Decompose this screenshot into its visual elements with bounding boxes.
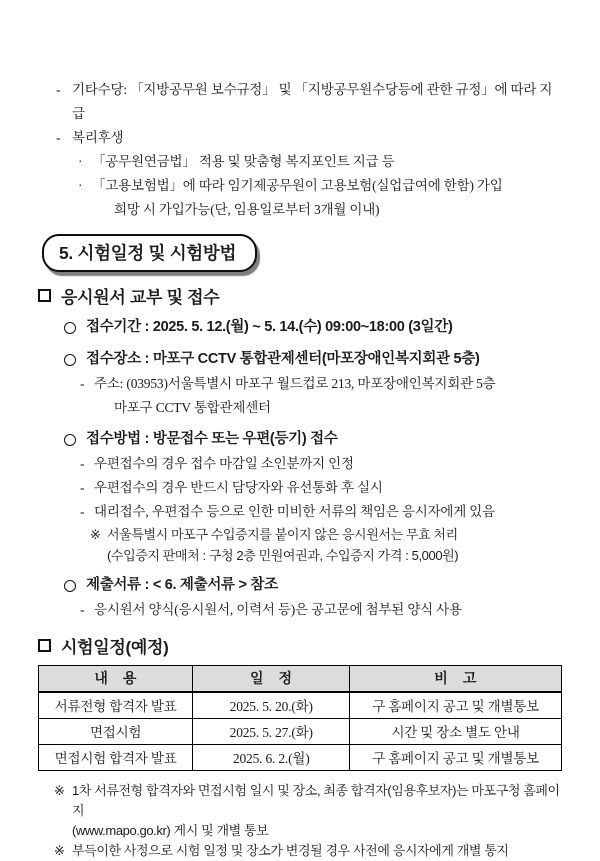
compensation-line: [38, 126, 562, 150]
footnote-continuation: (www.mapo.go.kr) 게시 및 개별 통보: [72, 823, 269, 838]
footnote-text: 부득이한 사정으로 시험 일정 및 장소가 변경될 경우 사전에 응시자에게 개별 통지: [72, 843, 509, 858]
table-row: [39, 745, 562, 771]
footnote-text: 1차 서류전형 합격자와 면접시험 일시 및 장소, 최종 합격자(임용후보자)는 마포구청 홈페이지: [72, 783, 560, 818]
reference-mark: ※: [90, 527, 101, 542]
dash-bullet: -: [56, 130, 61, 145]
table-cell: 구 홈페이지 공고 및 개별통보: [350, 692, 562, 719]
address-line-1: [38, 372, 562, 396]
compensation-line: [38, 198, 562, 222]
receipt-place-line: [38, 346, 562, 372]
method-note-line: [38, 452, 562, 476]
stamp-warning-text: 서울특별시 마포구 수입증지를 붙이지 않은 응시원서는 무효 처리: [107, 527, 458, 542]
table-cell: 2025. 5. 27.(화): [193, 719, 350, 745]
compensation-text: 「고용보험법」에 따라 임기제공무원이 고용보험(실업급여에 한함) 가입: [92, 178, 503, 193]
footnote: [54, 841, 562, 861]
compensation-line: [38, 150, 562, 174]
documents-note-line: [38, 598, 562, 622]
table-cell: 2025. 6. 2.(월): [193, 745, 350, 771]
receipt-method-text: 접수방법 : 방문접수 또는 우편(등기) 접수: [86, 431, 338, 447]
receipt-period-line: [38, 314, 562, 340]
schedule-heading-label: 시험일정(예정): [61, 638, 169, 657]
reference-mark: ※: [54, 783, 65, 798]
table-cell: 시간 및 장소 별도 안내: [350, 719, 562, 745]
table-cell: 면접시험: [39, 719, 193, 745]
circle-bullet-icon: [64, 322, 76, 334]
submit-documents-text: 제출서류 : < 6. 제출서류 > 참조: [86, 577, 278, 593]
schedule-heading: [38, 633, 562, 658]
method-note-text: 대리접수, 우편접수 등으로 인한 미비한 서류의 책임은 응시자에게 있음: [94, 504, 495, 519]
table-row: [39, 719, 562, 745]
stamp-price-line: (수입증지 판매처 : 구청 2층 민원여권과, 수입증지 가격 : 5,000원): [107, 548, 459, 563]
section-5-title-box: 5. 시험일정 및 시험방법: [42, 234, 257, 272]
footnote: [54, 781, 562, 821]
table-header-row: [39, 666, 562, 693]
application-heading: [38, 283, 562, 308]
stamp-warning-line: [38, 524, 562, 545]
table-cell: 서류전형 합격자 발표: [39, 692, 193, 719]
table-header-remark: 비 고: [350, 666, 562, 693]
table-cell: 구 홈페이지 공고 및 개별통보: [350, 745, 562, 771]
circle-bullet-icon: [64, 354, 76, 366]
schedule-table: [38, 665, 562, 771]
compensation-line: [38, 174, 562, 198]
receipt-period-text: 접수기간 : 2025. 5. 12.(월) ~ 5. 14.(수) 09:00~18:00 (3일간): [86, 319, 453, 335]
documents-note-text: 응시원서 양식(응시원서, 이력서 등)은 공고문에 첨부된 양식 사용: [94, 602, 462, 617]
compensation-section: [38, 78, 562, 222]
compensation-text: 희망 시 가입가능(단, 임용일로부터 3개월 이내): [114, 202, 380, 217]
square-bullet-icon: [38, 639, 51, 652]
circle-bullet-icon: [64, 434, 76, 446]
circle-bullet-icon: [64, 580, 76, 592]
compensation-text: 기타수당: 「지방공무원 보수규정」 및 「지방공무원수당등에 관한 규정」에 따라 지급: [72, 82, 553, 121]
dot-bullet: ·: [78, 154, 83, 169]
receipt-place-text: 접수장소 : 마포구 CCTV 통합관제센터(마포장애인복지회관 5층): [86, 351, 480, 367]
method-note-text: 우편접수의 경우 반드시 담당자와 유선통화 후 실시: [94, 480, 383, 495]
method-note-text: 우편접수의 경우 접수 마감일 소인분까지 인정: [94, 456, 354, 471]
reference-mark: ※: [54, 843, 65, 858]
dash-bullet: -: [56, 82, 61, 97]
table-cell: 면접시험 합격자 발표: [39, 745, 193, 771]
compensation-line: [38, 78, 562, 126]
application-heading-label: 응시원서 교부 및 접수: [61, 288, 220, 307]
dot-bullet: ·: [78, 178, 83, 193]
table-header-content: 내 용: [39, 666, 193, 693]
dash-bullet: -: [80, 376, 85, 391]
dash-bullet: -: [80, 504, 85, 519]
receipt-method-line: [38, 426, 562, 452]
dash-bullet: -: [80, 480, 85, 495]
submit-documents-line: [38, 572, 562, 598]
dash-bullet: -: [80, 456, 85, 471]
address-text-1: 주소: (03953)서울특별시 마포구 월드컵로 213, 마포장애인복지회관 5층: [94, 376, 496, 391]
address-line-2: 마포구 CCTV 통합관제센터: [114, 400, 271, 415]
dash-bullet: -: [80, 602, 85, 617]
compensation-text: 「공무원연금법」 적용 및 맞춤형 복지포인트 지급 등: [92, 154, 395, 169]
table-row: [39, 692, 562, 719]
square-bullet-icon: [38, 289, 51, 302]
footnotes-section: [38, 781, 562, 861]
method-note-line: [38, 476, 562, 500]
table-header-date: 일 정: [193, 666, 350, 693]
compensation-text: 복리후생: [72, 130, 124, 145]
section-title-wrap: [42, 234, 562, 272]
method-note-line: [38, 500, 562, 524]
table-cell: 2025. 5. 20.(화): [193, 692, 350, 719]
